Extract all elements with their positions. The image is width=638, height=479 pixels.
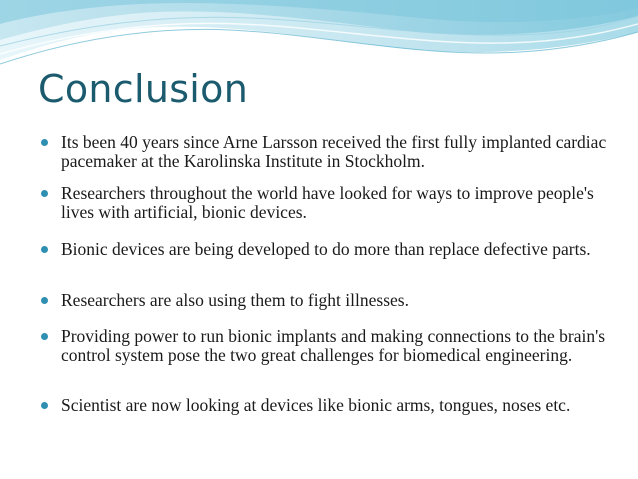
bullet-dot-icon: [41, 139, 48, 146]
bullet-dot-icon: [41, 297, 48, 304]
bullet-item: [40, 291, 608, 310]
bullet-item: [40, 184, 608, 221]
bullet-dot-icon: [41, 246, 48, 253]
bullet-item: [40, 240, 608, 259]
bullet-dot-icon: [41, 402, 48, 409]
bullet-dot-icon: [41, 333, 48, 340]
bullet-item: [40, 133, 608, 170]
slide-title: Conclusion: [38, 67, 249, 111]
bullet-text: Scientist are now looking at devices like bionic arms, tongues, noses etc.: [61, 395, 571, 415]
bullet-dot-icon: [41, 190, 48, 197]
bullet-item: [40, 396, 608, 415]
bullet-text: Its been 40 years since Arne Larsson received the first fully implanted cardiac pacemaker at the Karolinska Institute in Stockholm.: [61, 132, 607, 171]
bullet-text: Researchers throughout the world have looked for ways to improve people's lives with artificial, bionic devices.: [61, 183, 594, 222]
bullet-item: [40, 327, 608, 364]
bullet-text: Bionic devices are being developed to do more than replace defective parts.: [61, 239, 591, 259]
bullet-text: Researchers are also using them to fight illnesses.: [61, 290, 409, 310]
bullet-text: Providing power to run bionic implants and making connections to the brain's control system pose the two great challenges for biomedical engineering.: [61, 326, 606, 365]
